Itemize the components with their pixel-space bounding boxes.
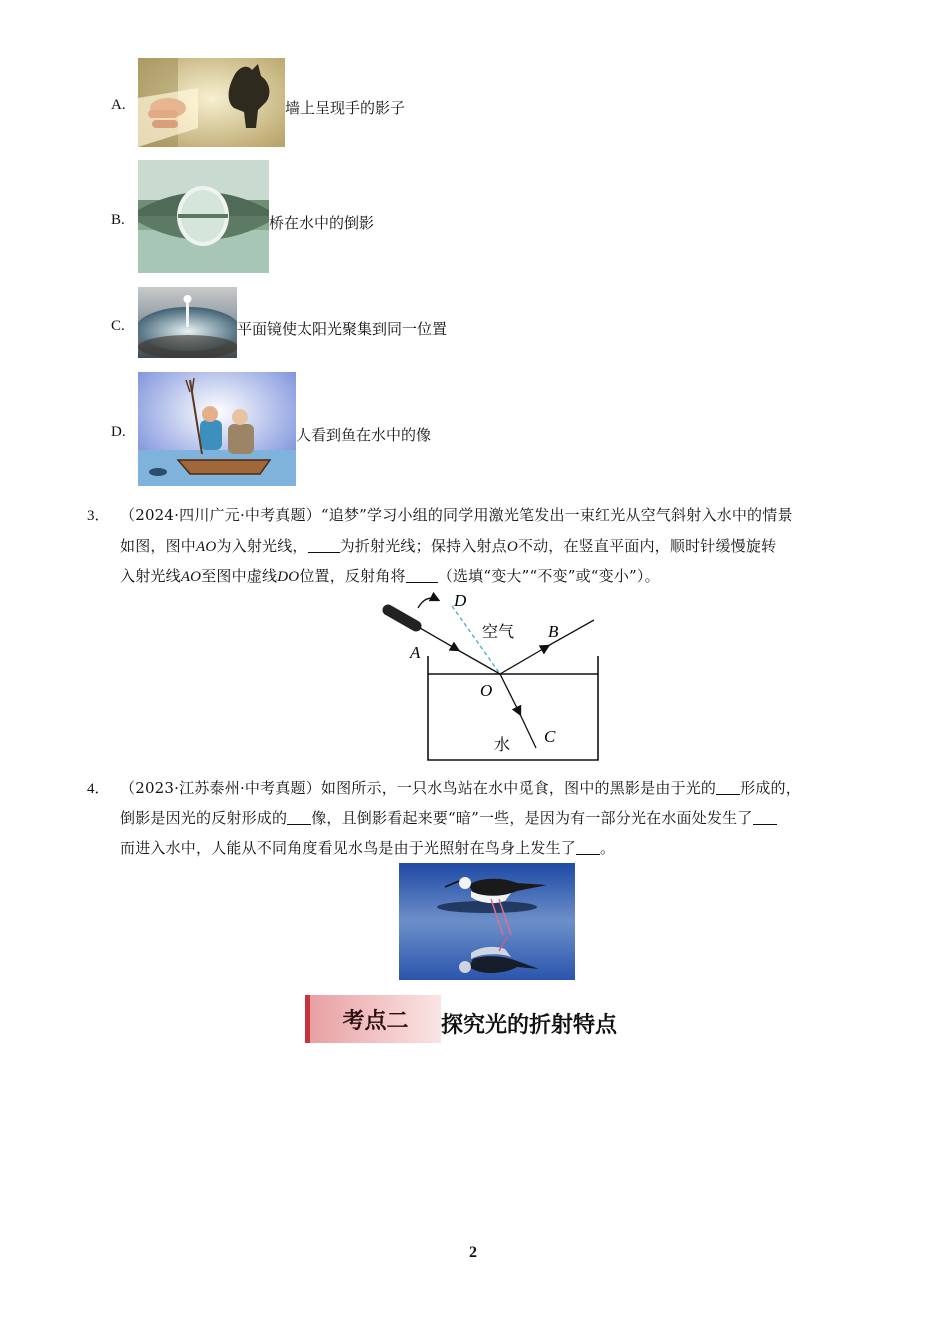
- refracted-ray: [518, 710, 536, 748]
- q4-text: 形成的，: [740, 779, 801, 797]
- water-container: [428, 656, 598, 760]
- answer-blank[interactable]: [716, 780, 740, 795]
- q3-text: 入射光线: [120, 567, 181, 585]
- answer-blank[interactable]: [753, 810, 777, 825]
- refraction-diagram: [370, 588, 610, 764]
- section-tag: 考点二: [305, 995, 441, 1043]
- q3-text: （选填“变大”“不变”或“变小”）。: [437, 567, 660, 585]
- q4-text: 像，且倒影看起来要“暗”一些，是因为有一部分光在水面处发生了: [311, 809, 753, 827]
- bridge-reflection-image: [138, 160, 269, 273]
- option-b-label: B.: [111, 212, 125, 228]
- label-air: 空气: [482, 622, 515, 641]
- option-a-label: A.: [111, 97, 126, 113]
- q4-text: 倒影是因光的反射形成的: [120, 809, 288, 827]
- incident-ray: [456, 649, 500, 674]
- question-3-line-2: [120, 535, 776, 556]
- label-a: A: [410, 643, 421, 662]
- hand-shadow-image: [138, 58, 285, 147]
- label-d: D: [454, 591, 467, 610]
- question-3-line-1: （2024·四川广元·中考真题）“追梦”学习小组的同学用激光笔发出一束红光从空气斜射入水中的情景: [120, 506, 793, 524]
- question-4-number: 4．: [87, 781, 110, 797]
- label-water: 水: [494, 735, 511, 754]
- q3-text: 不动，在竖直平面内，顺时针缓慢旋转: [517, 537, 777, 555]
- q3-text: 为入射光线，: [216, 537, 308, 555]
- q3-text: 至图中虚线: [201, 567, 278, 585]
- fishing-boat-image: [138, 372, 296, 486]
- q3-ao: AO: [196, 539, 217, 555]
- option-b-text: 桥在水中的倒影: [269, 214, 375, 232]
- laser-pen: [388, 610, 416, 626]
- solar-mirror-field-image: [138, 287, 237, 358]
- q3-text: 为折射光线；保持入射点: [339, 537, 507, 555]
- section-title: 探究光的折射特点: [441, 1013, 618, 1038]
- option-d-text: 人看到鱼在水中的像: [296, 426, 432, 444]
- question-4-line-2: [120, 807, 777, 828]
- q3-text: 如图，图中: [120, 537, 197, 555]
- question-3-number: 3．: [87, 508, 110, 524]
- answer-blank[interactable]: [576, 840, 600, 855]
- question-4-line-1: [120, 777, 801, 798]
- q3-text: 位置，反射角将: [299, 567, 406, 585]
- label-o: O: [480, 681, 493, 700]
- answer-blank[interactable]: [308, 538, 340, 553]
- option-c-text: 平面镜使太阳光聚集到同一位置: [237, 320, 448, 338]
- option-c-label: C.: [111, 318, 125, 334]
- label-b: B: [548, 622, 559, 641]
- q4-text: 而进入水中，人能从不同角度看见水鸟是由于光照射在鸟身上发生了: [120, 839, 577, 857]
- answer-blank[interactable]: [406, 568, 438, 583]
- page-number: 2: [469, 1244, 477, 1261]
- q4-text: 。: [600, 839, 616, 857]
- question-4-line-3: [120, 837, 615, 858]
- answer-blank[interactable]: [287, 810, 311, 825]
- wading-bird-image: [399, 863, 575, 980]
- rotation-arrow: [418, 598, 438, 608]
- label-c: C: [544, 727, 556, 746]
- q3-do: DO: [277, 569, 300, 585]
- q3-o: O: [506, 539, 518, 555]
- q4-text: （2023·江苏泰州·中考真题）如图所示，一只水鸟站在水中觅食，图中的黑影是由于光的: [120, 779, 717, 797]
- question-3-line-3: [120, 565, 660, 586]
- option-d-label: D.: [111, 424, 126, 440]
- option-a-text: 墙上呈现手的影子: [285, 99, 406, 117]
- q3-ao: AO: [180, 569, 202, 585]
